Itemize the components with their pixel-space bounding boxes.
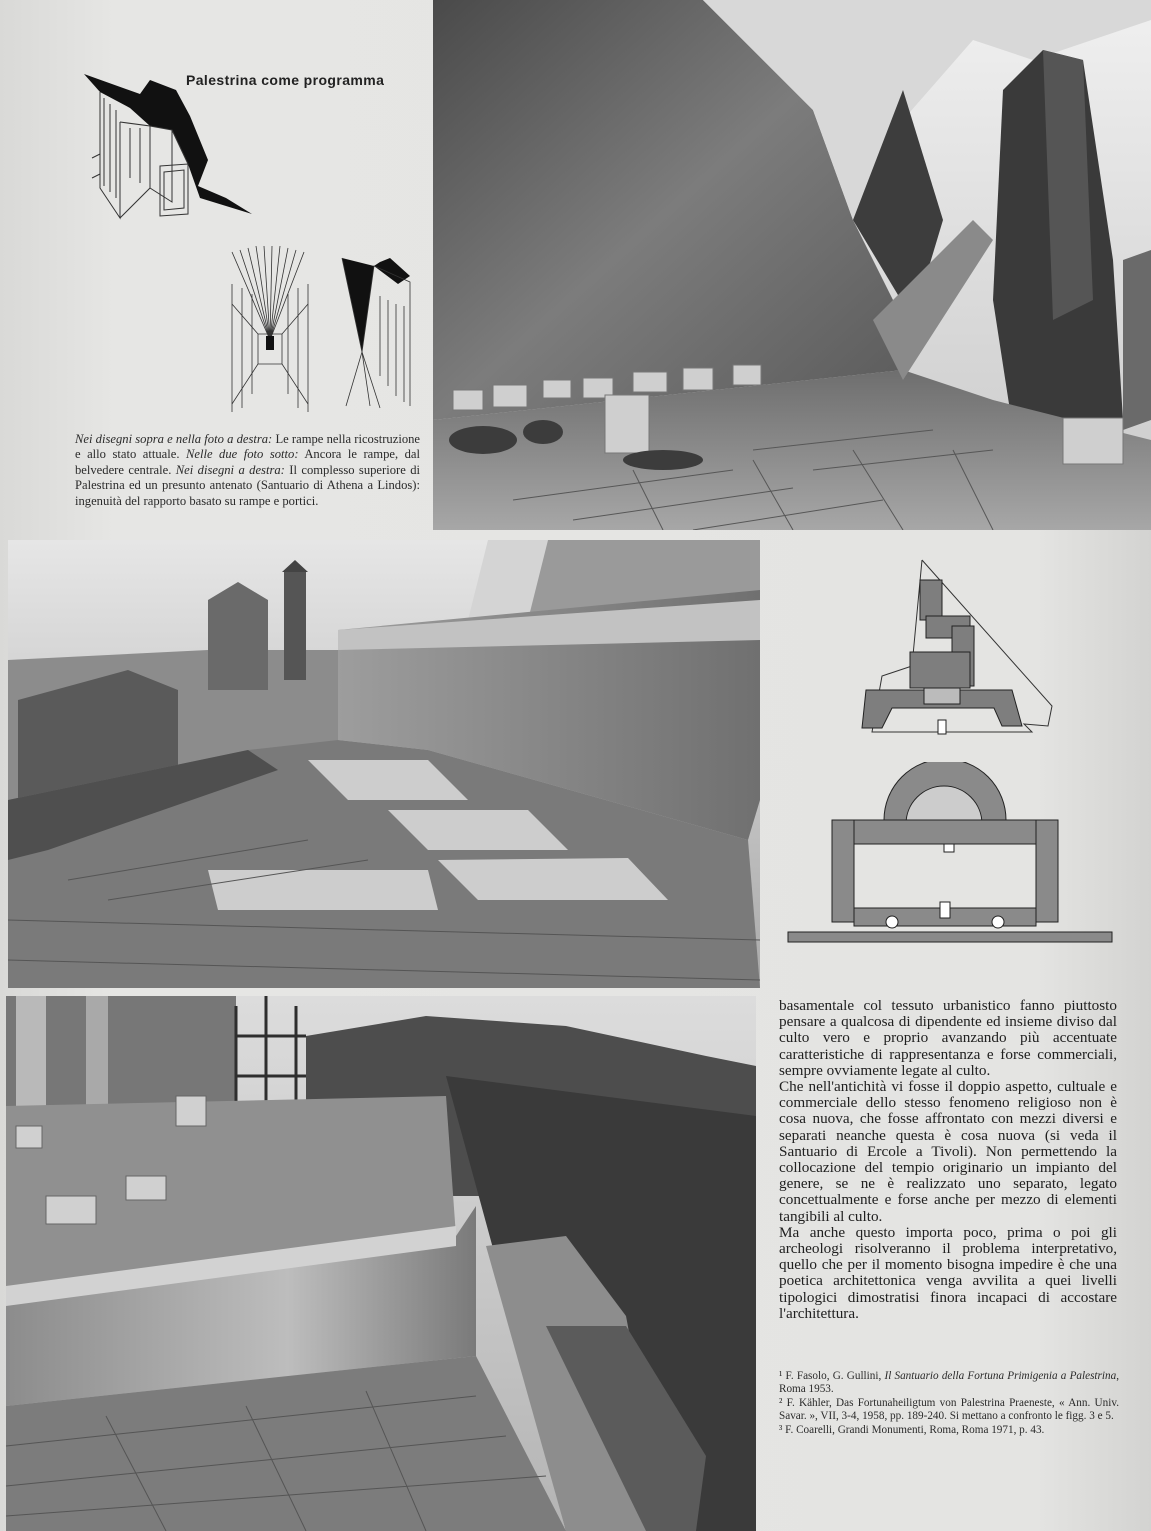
footnote-mark: ³	[779, 1423, 783, 1436]
ramps-corridor-drawing	[228, 244, 312, 412]
footnote-1	[779, 1370, 1119, 1397]
footnotes	[779, 1370, 1119, 1437]
footnote-text: F. Coarelli, Grandi Monumenti, Roma, Roma 1971, p. 43.	[782, 1423, 1045, 1436]
caption-text-3: Il complesso superiore di Palestrina ed un presunto antenato (Santuario di Athena a Lindos): ingenuità del rapporto basato su rampe e portici.	[75, 462, 420, 508]
footnote-text: , Roma 1953.	[779, 1370, 1119, 1396]
caption-text-2: Ancora le rampe, dal belvedere centrale.	[75, 447, 420, 477]
footnote-2	[779, 1397, 1119, 1424]
footnote-text: F. Fasolo, G. Gullini,	[782, 1370, 885, 1382]
footnote-text: F. Kähler, Das Fortunaheiligtum von Palestrina Praeneste, « Ann. Univ. Savar. », VII, 3-4, 1958, pp. 189-240. Si mettano a confronto le figg. 3 e 5.	[779, 1396, 1119, 1423]
terrace-church-photo	[8, 540, 760, 988]
caption-italic-2: Nelle due foto sotto:	[185, 447, 299, 462]
palestrina-plan-drawing	[852, 556, 1062, 746]
caption-italic-3: Nei disegni a destra:	[175, 462, 285, 477]
body-paragraph: Che nell'antichità vi fosse il doppio aspetto, cultuale e commerciale dello stesso fenomeno religioso non è cosa nuova, che fosse affrontato con mezzi diversi e separati neanche questa è cosa nuova (si veda il Santuario di Ercole a Tivoli). Non permettendo la collocazione del tempio originario un impianto del genere, se ne è realizzato uno separato, legato concettualmente e forse anche per mezzo di elementi tangibili al culto.	[779, 1078, 1117, 1225]
figure-caption	[75, 432, 420, 509]
ramp-ruins-photo	[433, 0, 1151, 530]
footnote-mark: ²	[779, 1396, 783, 1409]
footnote-mark: ¹	[779, 1370, 783, 1382]
article-body	[779, 998, 1117, 1322]
lindos-ramps-drawing	[340, 256, 416, 412]
section-title: Palestrina come programma	[186, 72, 385, 88]
body-paragraph: basamentale col tessuto urbanistico fanno piuttosto pensare a qualcosa di dipendente ed insieme diviso dal culto vero e proprio avanzando più accentuate caratteristiche di rappresentanza e forse commerciali, sempre ovviamente legate al culto.	[779, 997, 1117, 1079]
footnote-title: Il Santuario della Fortuna Primigenia a Palestrina	[884, 1370, 1117, 1382]
lindos-plan-drawing	[780, 762, 1120, 958]
caption-italic-1: Nei disegni sopra e nella foto a destra:	[75, 432, 273, 446]
caption-text-1: Le rampe nella ricostruzione e allo stato attuale.	[75, 432, 421, 462]
ramps-perspective-drawing	[80, 68, 260, 228]
body-paragraph: Ma anche questo importa poco, prima o poi gli archeologi risolveranno il problema interpretativo, quello che per il momento bisogna impedire è che una poetica architettonica venga avvilita a quei livelli tipologici dimostratisi finora incapaci di accostare l'architettura.	[779, 1223, 1117, 1322]
footnote-3	[779, 1424, 1119, 1437]
walkway-ruins-photo	[6, 996, 756, 1531]
